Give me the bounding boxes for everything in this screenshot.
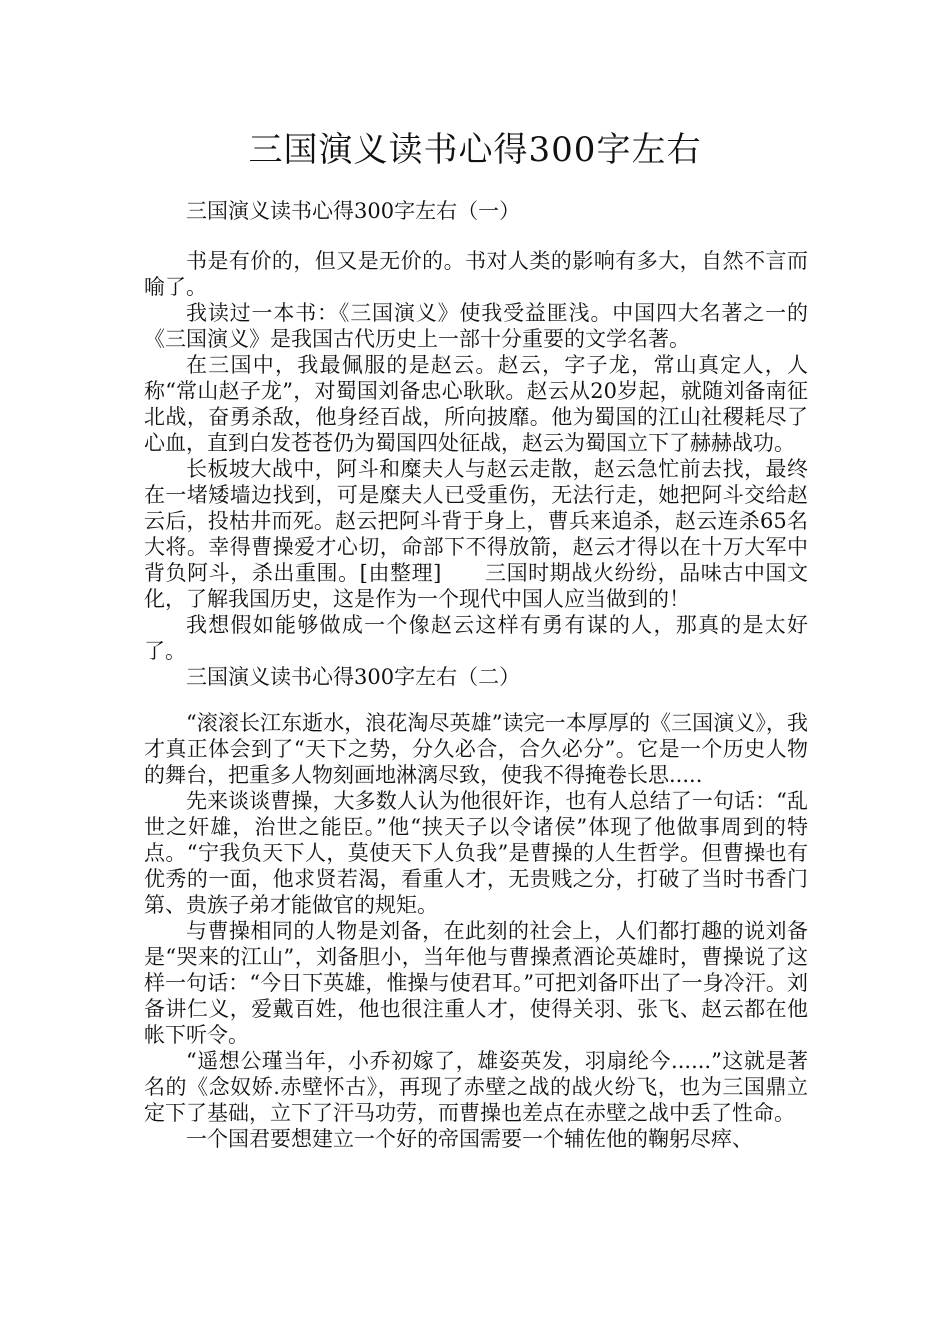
paragraph: 在三国中，我最佩服的是赵云。赵云，字子龙，常山真定人，人称“常山赵子龙”，对蜀国刘备忠心耿耿。赵云从20岁起，就随刘备南征北战，奋勇杀敌，他身经百战，所向披靡。他为蜀国的江山社稷耗尽了心血，直到白发苍苍仍为蜀国四处征战，赵云为蜀国立下了赫赫战功。: [144, 353, 808, 455]
paragraph: “滚滚长江东逝水，浪花淘尽英雄”读完一本厚厚的《三国演义》，我才真正体会到了“天下之势，分久必合，合久必分”。它是一个历史人物的舞台，把重多人物刻画地淋漓尽致，使我不得掩卷长思.....: [144, 711, 808, 787]
paragraph: 我想假如能够做成一个像赵云这样有勇有谋的人，那真的是太好了。: [144, 613, 808, 663]
paragraph: 长板坡大战中，阿斗和糜夫人与赵云走散，赵云急忙前去找，最终在一堵矮墙边找到，可是糜夫人已受重伤，无法行走，她把阿斗交给赵云后，投枯井而死。赵云把阿斗背于身上，曹兵来追杀，赵云连杀65名大将。幸得曹操爱才心切，命部下不得放箭，赵云才得以在十万大军中背负阿斗，杀出重围。[由整理] 三国时期战火纷纷，品味古中国文化，了解我国历史，这是作为一个现代中国人应当做到的！: [144, 457, 808, 611]
paragraph: 我读过一本书：《三国演义》使我受益匪浅。中国四大名著之一的《三国演义》是我国古代历史上一部十分重要的文学名著。: [144, 301, 808, 351]
document-title: 三国演义读书心得300字左右: [248, 130, 702, 170]
document-body: [144, 198, 808, 1152]
paragraph: 先来谈谈曹操，大多数人认为他很奸诈，也有人总结了一句话：“乱世之奸雄，治世之能臣。”他“挟天子以令诸侯”体现了他做事周到的特点。“宁我负天下人，莫使天下人负我”是曹操的人生哲学。但曹操也有优秀的一面，他求贤若渴，看重人才，无贵贱之分，打破了当时书香门第、贵族子弟才能做官的规矩。: [144, 789, 808, 917]
paragraph: 与曹操相同的人物是刘备，在此刻的社会上，人们都打趣的说刘备是“哭来的江山”，刘备胆小，当年他与曹操煮酒论英雄时，曹操说了这样一句话：“今日下英雄，惟操与使君耳。”可把刘备吓出了一身冷汗。刘备讲仁义，爱戴百姓，他也很注重人才，使得关羽、张飞、赵云都在他帐下听令。: [144, 919, 808, 1047]
paragraph: 书是有价的，但又是无价的。书对人类的影响有多大，自然不言而喻了。: [144, 249, 808, 299]
paragraph: 一个国君要想建立一个好的帝国需要一个辅佐他的鞠躬尽瘁、: [186, 1127, 753, 1151]
section-heading: 三国演义读书心得300字左右（一）: [186, 199, 521, 223]
section-heading: 三国演义读书心得300字左右（二）: [186, 665, 521, 689]
paragraph: “遥想公瑾当年，小乔初嫁了，雄姿英发，羽扇纶今......”这就是著名的《念奴娇.赤壁怀古》，再现了赤壁之战的战火纷飞，也为三国鼎立定下了基础，立下了汗马功劳，而曹操也差点在赤壁之战中丢了性命。: [144, 1049, 808, 1125]
